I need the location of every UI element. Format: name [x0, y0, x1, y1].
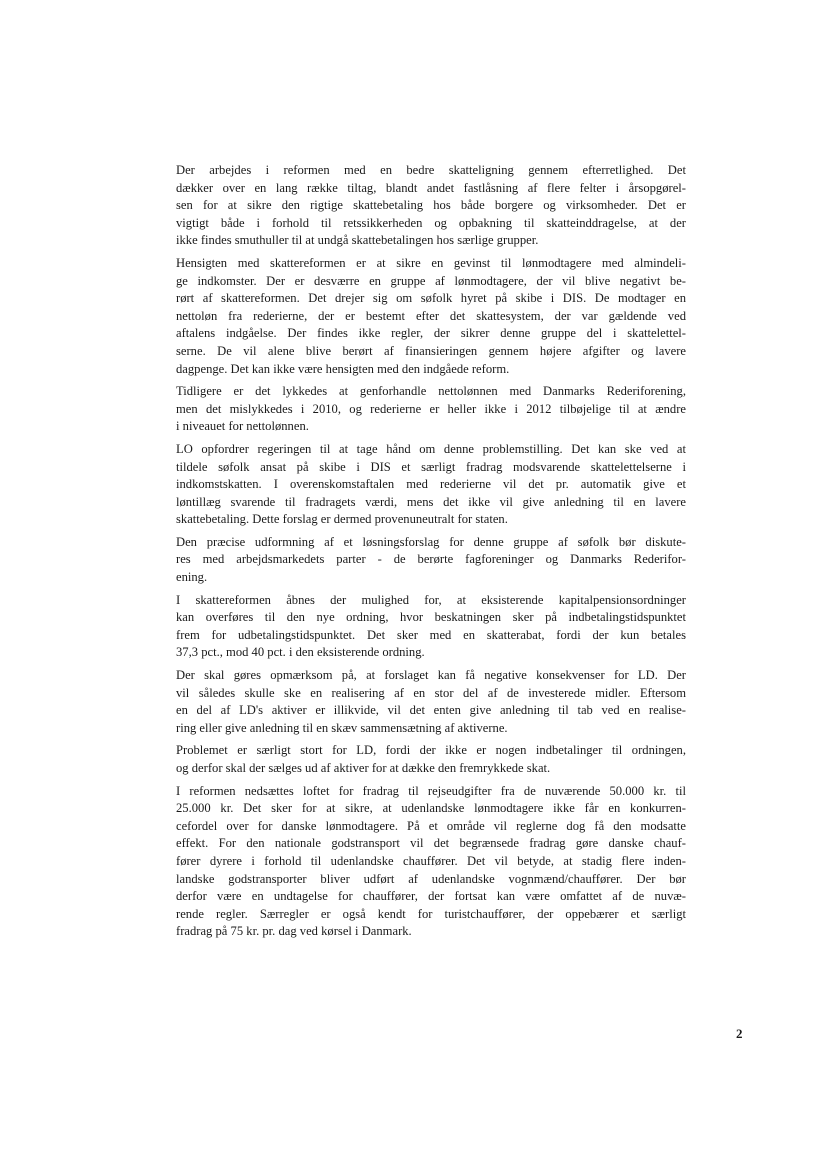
text-line: Problemet er særligt stort for LD, fordi der ikke er nogen indbetalinger til ordningen,	[176, 743, 686, 758]
text-line: skattebetaling. Dette forslag er dermed provenuneutralt for staten.	[176, 512, 508, 527]
text-line: cefordel over for danske lønmodtagere. På et område vil reglerne dog få den modsatte	[176, 818, 686, 833]
text-line: fradrag på 75 kr. pr. dag ved kørsel i Danmark.	[176, 924, 412, 939]
text-line: nettoløn fra rederierne, der er bestemt efter det skattesystem, der var gældende ved	[176, 308, 686, 323]
text-line: Der skal gøres opmærksom på, at forslaget kan få negative konsekvenser for LD. Der	[176, 668, 686, 683]
text-line: frem for udbetalingstidspunktet. Det sker med en skatterabat, fordi der kun betales	[176, 627, 686, 642]
page-number: 2	[736, 1026, 743, 1041]
text-line: Der arbejdes i reformen med en bedre skatteligning gennem efterretlighed. Det	[176, 163, 686, 177]
text-line: 25.000 kr. Det sker for at sikre, at udenlandske lønmodtagere ikke får en konkurren-	[176, 801, 686, 816]
text-line: indkomstskatten. I overenskomstaftalen med rederierne vil det pr. automatik give et	[176, 477, 686, 492]
body-text	[176, 162, 686, 946]
paragraph	[176, 255, 686, 378]
text-line: Hensigten med skattereformen er at sikre en gevinst til lønmodtagere med almindeli-	[176, 255, 686, 270]
text-line: I reformen nedsættes loftet for fradrag til rejseudgifter fra de nuværende 50.000 kr. til	[176, 783, 686, 798]
text-line: sen for at sikre den rigtige skattebetaling hos både borgere og virksomheder. Det er	[176, 198, 686, 213]
text-line: dagpenge. Det kan ikke være hensigten med den indgåede reform.	[176, 361, 510, 376]
paragraph	[176, 742, 686, 777]
text-line: ikke findes smuthuller til at undgå skattebetalingen hos særlige grupper.	[176, 233, 539, 248]
text-line: ring eller give anledning til en skæv sammensætning af aktiverne.	[176, 720, 508, 735]
text-line: rende regler. Særregler er også kendt for turistchauffører, der oppebærer et særligt	[176, 906, 686, 921]
text-line: tildele søfolk ansat på skibe i DIS et særligt fradrag modsvarende skattelettelserne i	[176, 459, 686, 474]
paragraph	[176, 783, 686, 941]
text-line: rørt af skattereformen. Det drejer sig om søfolk hyret på skibe i DIS. De modtager en	[176, 291, 686, 306]
text-line: dækker over en lang række tiltag, blandt andet fastlåsning af flere felter i årsopgørel-	[176, 180, 686, 195]
text-line: løntillæg svarende til fradragets værdi, mens det ikke vil give anledning til en lavere	[176, 494, 686, 509]
text-line: aftalens indgåelse. Der findes ikke regler, der sikrer denne gruppe del i skattelettel-	[176, 326, 686, 341]
text-line: res med arbejdsmarkedets parter - de berørte fagforeninger og Danmarks Rederifor-	[176, 552, 686, 567]
text-line: og derfor skal der sælges ud af aktiver for at dække den fremrykkede skat.	[176, 761, 551, 775]
text-line: 37,3 pct., mod 40 pct. i den eksisterende ordning.	[176, 645, 425, 660]
paragraph	[176, 441, 686, 529]
text-line: Den præcise udformning af et løsningsforslag for denne gruppe af søfolk bør diskute-	[176, 534, 686, 549]
text-line: vil således skulle ske en realisering af en stor del af de investerede midler. Eftersom	[176, 685, 686, 700]
paragraph	[176, 383, 686, 436]
text-line: Tidligere er det lykkedes at genforhandle nettolønnen med Danmarks Rederiforening,	[176, 384, 686, 399]
paragraph	[176, 534, 686, 587]
text-line: en del af LD's aktiver er illikvide, vil det enten give anledning til tab ved en realise-	[176, 703, 686, 718]
text-line: I skattereformen åbnes der mulighed for, at eksisterende kapitalpensionsordninger	[176, 592, 686, 607]
text-line: LO opfordrer regeringen til at tage hånd om denne problemstilling. Det kan ske ved at	[176, 441, 686, 456]
text-line: vigtigt både i forhold til retssikkerheden og opbakning til skatteinddragelse, at der	[176, 215, 686, 230]
text-line: effekt. For den nationale godstransport vil det begrænsede fradrag gøre danske chauf-	[176, 836, 686, 851]
text-line: landske godstransporter bliver udført af udenlandske vognmænd/chauffører. Der bør	[176, 871, 686, 886]
text-line: men det mislykkedes i 2010, og rederierne er heller ikke i 2012 tilbøjelige til at ændre	[176, 401, 686, 416]
text-line: ge indkomster. Der er desværre en gruppe af lønmodtagere, der vil blive negativt be-	[176, 273, 686, 288]
text-line: i niveauet for nettolønnen.	[176, 419, 309, 434]
paragraph	[176, 162, 686, 250]
text-line: serne. De vil alene blive berørt af finansieringen gennem højere afgifter og lavere	[176, 343, 686, 358]
text-line: kan overføres til den nye ordning, hvor beskatningen sker på indbetalingstidspunktet	[176, 610, 686, 625]
text-line: derfor være en undtagelse for chauffører, der fortsat kan være omfattet af de nuvæ-	[176, 889, 686, 904]
paragraph	[176, 592, 686, 662]
text-line: fører dyrere i forhold til udenlandske chauffører. Det vil betyde, at stadig flere inden-	[176, 853, 686, 868]
paragraph	[176, 667, 686, 737]
text-line: ening.	[176, 570, 208, 585]
